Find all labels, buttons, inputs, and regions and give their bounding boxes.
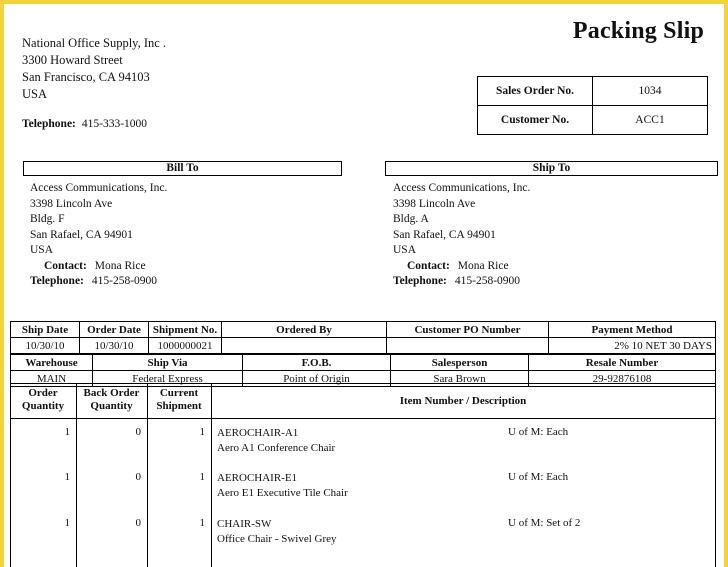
items-top-border bbox=[10, 383, 716, 384]
bill-to-telephone-label: Telephone: bbox=[30, 275, 84, 287]
bill-to-telephone bbox=[30, 274, 167, 290]
bill-to-contact-label: Contact: bbox=[44, 259, 87, 272]
item-order-qty: 1 bbox=[64, 517, 70, 529]
payment-method-value: 2% 10 NET 30 DAYS bbox=[549, 338, 716, 354]
company-telephone bbox=[22, 118, 147, 130]
bill-to-country: USA bbox=[30, 244, 54, 256]
company-telephone-label: Telephone: bbox=[22, 118, 76, 130]
company-address bbox=[22, 35, 166, 103]
ship-to-address bbox=[393, 181, 530, 290]
item-row bbox=[10, 468, 716, 508]
order-quantity-header: Order Quantity bbox=[21, 387, 65, 412]
back-order-quantity-header: Back Order Quantity bbox=[83, 387, 140, 412]
item-row bbox=[10, 423, 716, 463]
bill-to-street: 3398 Lincoln Ave bbox=[30, 197, 113, 210]
fob-header: F.O.B. bbox=[243, 355, 391, 371]
ship-to-telephone bbox=[393, 274, 530, 290]
item-current-shipment: 1 bbox=[199, 471, 205, 483]
item-back-order: 0 bbox=[135, 471, 141, 483]
ship-to-city: San Rafael, CA 94901 bbox=[393, 228, 496, 241]
items-table bbox=[10, 383, 716, 567]
bill-to-city: San Rafael, CA 94901 bbox=[30, 228, 133, 241]
ship-date-value: 10/30/10 bbox=[11, 338, 80, 354]
ship-to-contact-value: Mona Rice bbox=[457, 259, 509, 272]
items-header-divider bbox=[10, 418, 716, 419]
company-street: 3300 Howard Street bbox=[22, 53, 123, 67]
current-shipment-header: Current Shipment bbox=[156, 387, 202, 412]
order-date-header: Order Date bbox=[80, 322, 149, 338]
bill-to-name: Access Communications, Inc. bbox=[30, 182, 168, 194]
warehouse-value: MAIN bbox=[11, 371, 93, 387]
ship-to-name: Access Communications, Inc. bbox=[393, 182, 531, 194]
item-order-qty: 1 bbox=[64, 471, 70, 483]
item-description-header: Item Number / Description bbox=[399, 395, 527, 407]
customer-po-value bbox=[387, 338, 549, 354]
bill-to-contact-value: Mona Rice bbox=[94, 259, 146, 272]
company-country: USA bbox=[22, 87, 48, 101]
resale-number-header: Resale Number bbox=[529, 355, 716, 371]
bill-to-contact bbox=[30, 259, 167, 275]
item-uom: U of M: Set of 2 bbox=[508, 517, 581, 529]
sales-order-value: 1034 bbox=[593, 77, 708, 106]
item-current-shipment: 1 bbox=[199, 517, 205, 529]
item-row bbox=[10, 514, 716, 554]
ship-to-country: USA bbox=[393, 244, 417, 256]
packing-slip-page bbox=[4, 4, 724, 567]
company-name: National Office Supply, Inc . bbox=[22, 36, 167, 50]
salesperson-header: Salesperson bbox=[391, 355, 529, 371]
shipment-no-header: Shipment No. bbox=[149, 322, 222, 338]
customer-po-header: Customer PO Number bbox=[387, 322, 549, 338]
item-back-order: 0 bbox=[135, 426, 141, 438]
shipment-no-value: 1000000021 bbox=[149, 338, 222, 354]
item-order-qty: 1 bbox=[64, 426, 70, 438]
company-city: San Francisco, CA 94103 bbox=[22, 70, 150, 84]
ship-to-contact-label: Contact: bbox=[407, 259, 450, 272]
ship-via-value: Federal Express bbox=[93, 371, 243, 387]
resale-number-value: 29-92876108 bbox=[529, 371, 716, 387]
item-description bbox=[217, 471, 348, 501]
item-number: AEROCHAIR-A1 bbox=[217, 427, 299, 439]
ship-date-header: Ship Date bbox=[11, 322, 80, 338]
bill-to-heading: Bill To bbox=[23, 161, 342, 176]
salesperson-value: Sara Brown bbox=[391, 371, 529, 387]
item-number: CHAIR-SW bbox=[217, 518, 272, 530]
order-info-table bbox=[477, 76, 708, 135]
payment-method-header: Payment Method bbox=[549, 322, 716, 338]
item-name: Office Chair - Swivel Grey bbox=[217, 533, 337, 545]
sales-order-label: Sales Order No. bbox=[478, 77, 593, 106]
item-description bbox=[217, 517, 337, 547]
item-name: Aero A1 Conference Chair bbox=[217, 442, 336, 454]
ship-to-telephone-label: Telephone: bbox=[393, 275, 447, 287]
ordered-by-value bbox=[222, 338, 387, 354]
ship-to-contact bbox=[393, 259, 530, 275]
shipment-table bbox=[10, 321, 716, 354]
ordered-by-header: Ordered By bbox=[222, 322, 387, 338]
item-description bbox=[217, 426, 335, 456]
order-date-value: 10/30/10 bbox=[80, 338, 149, 354]
item-current-shipment: 1 bbox=[199, 426, 205, 438]
ship-to-heading: Ship To bbox=[385, 161, 718, 176]
company-telephone-value: 415-333-1000 bbox=[81, 118, 148, 130]
document-title: Packing Slip bbox=[572, 18, 704, 44]
bill-to-bldg: Bldg. F bbox=[30, 213, 65, 225]
bill-to-address bbox=[30, 181, 167, 290]
item-uom: U of M: Each bbox=[508, 471, 569, 483]
ship-to-telephone-value: 415-258-0900 bbox=[454, 275, 521, 287]
item-uom: U of M: Each bbox=[508, 426, 569, 438]
ship-to-bldg: Bldg. A bbox=[393, 213, 429, 225]
bill-to-telephone-value: 415-258-0900 bbox=[91, 275, 158, 287]
item-number: AEROCHAIR-E1 bbox=[217, 472, 298, 484]
customer-no-value: ACC1 bbox=[593, 106, 708, 135]
ship-via-header: Ship Via bbox=[93, 355, 243, 371]
fob-value: Point of Origin bbox=[243, 371, 391, 387]
item-back-order: 0 bbox=[135, 517, 141, 529]
customer-no-label: Customer No. bbox=[478, 106, 593, 135]
ship-to-street: 3398 Lincoln Ave bbox=[393, 197, 476, 210]
warehouse-header: Warehouse bbox=[11, 355, 93, 371]
item-name: Aero E1 Executive Tile Chair bbox=[217, 487, 348, 499]
